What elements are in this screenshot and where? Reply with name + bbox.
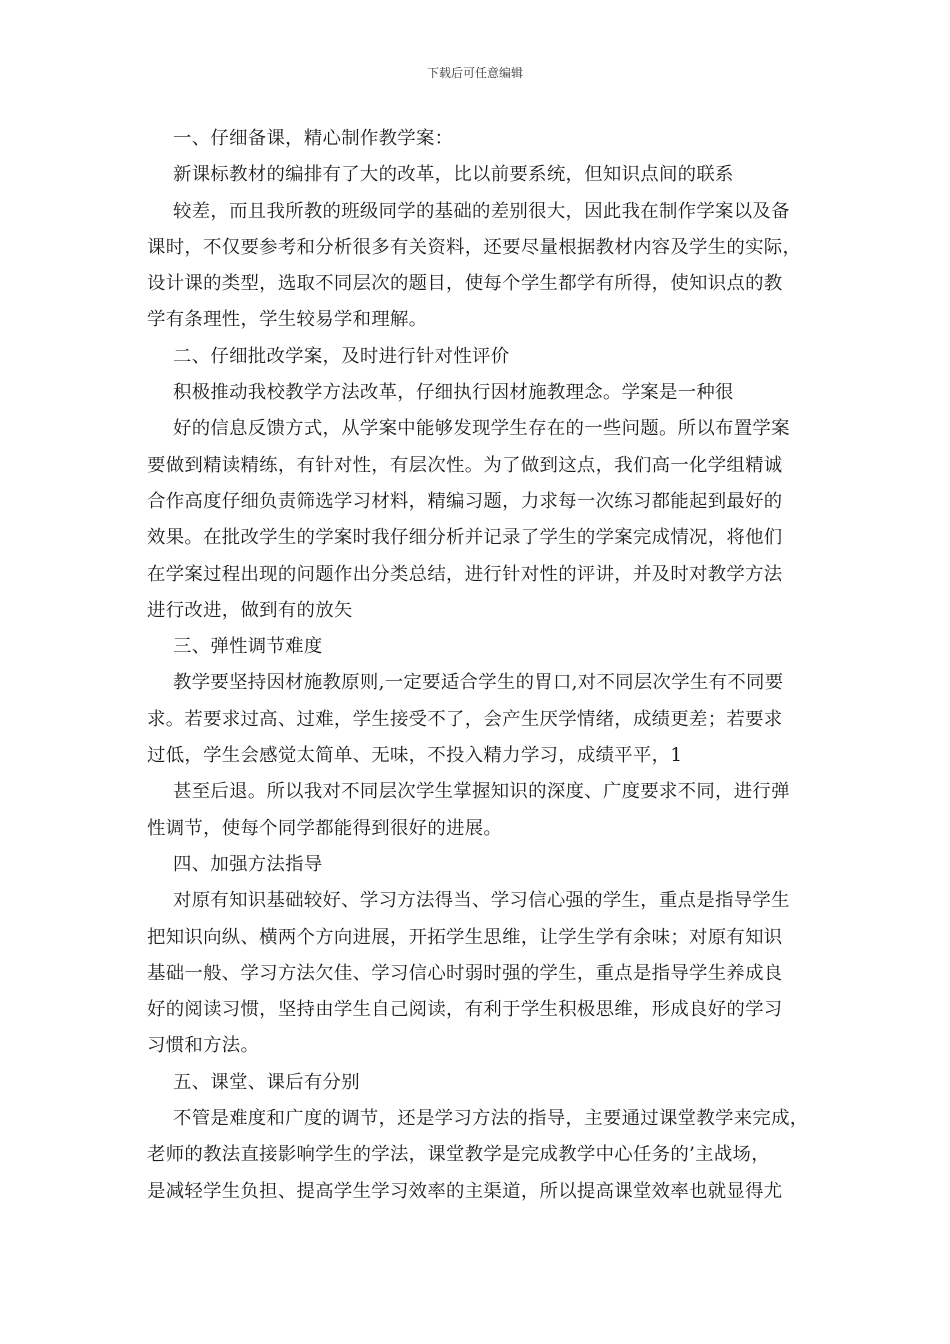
text-line: 习惯和方法。 [147,1035,260,1057]
text-line: 新课标教材的编排有了大的改革，比以前要系统，但知识点间的联系 [173,164,734,186]
text-line: 老师的教法直接影响学生的学法，课堂教学是完成教学中心任务的’主战场， [147,1144,770,1166]
text-line: 五、课堂、课后有分别 [173,1071,360,1093]
text-line: 甚至后退。所以我对不同层次学生掌握知识的深度、广度要求不同，进行弹 [173,781,790,803]
text-line: 进行改进，做到有的放矢 [147,599,353,621]
text-line: 是减轻学生负担、提高学生学习效率的主渠道，所以提高课堂效率也就显得尤 [147,1180,783,1202]
text-line: 要做到精读精练，有针对性，有层次性。为了做到这点，我们高一化学组精诚 [147,454,783,476]
text-line: 二、仔细批改学案，及时进行针对性评价 [173,345,510,367]
text-line: 对原有知识基础较好、学习方法得当、学习信心强的学生，重点是指导学生 [173,890,790,912]
text-line: 在学案过程出现的问题作出分类总结，进行针对性的评讲，并及时对教学方法 [147,563,783,585]
text-line: 好的阅读习惯，坚持由学生自己阅读，有利于学生积极思维，形成良好的学习 [147,999,783,1021]
text-line: 好的信息反馈方式，从学案中能够发现学生存在的一些问题。所以布置学案 [173,418,790,440]
text-line: 学有条理性，学生较易学和理解。 [147,309,428,331]
text-line: 较差，而且我所教的班级同学的基础的差别很大，因此我在制作学案以及备 [173,200,790,222]
text-line: 效果。在批改学生的学案时我仔细分析并记录了学生的学案完成情况，将他们 [147,527,783,549]
text-line: 三、弹性调节难度 [173,636,323,658]
text-line: 求。若要求过高、过难，学生接受不了，会产生厌学情绪，成绩更差；若要求 [147,708,783,730]
text-line: 不管是难度和广度的调节，还是学习方法的指导，主要通过课堂教学来完成， [173,1108,809,1130]
page-header: 下载后可任意编辑 [426,66,523,80]
text-line: 课时，不仅要参考和分析很多有关资料，还要尽量根据教材内容及学生的实际， [147,236,802,258]
text-line: 过低，学生会感觉太简单、无味，不投入精力学习，成绩平平，1 [147,745,683,767]
text-line: 基础一般、学习方法欠佳、学习信心时弱时强的学生，重点是指导学生养成良 [147,962,783,984]
document-body [147,121,827,1210]
text-line: 性调节，使每个同学都能得到很好的进展。 [147,817,503,839]
text-line: 教学要坚持因材施教原则,一定要适合学生的胃口,对不同层次学生有不同要 [173,672,784,694]
text-line: 积极推动我校教学方法改革，仔细执行因材施教理念。学案是一种很 [173,382,734,404]
text-line: 把知识向纵、横两个方向进展，开拓学生思维，让学生学有余味；对原有知识 [147,926,783,948]
text-line: 合作高度仔细负责筛选学习材料，精编习题，力求每一次练习都能起到最好的 [147,490,783,512]
text-line: 四、加强方法指导 [173,853,323,875]
text-line: 一、仔细备课，精心制作教学案： [173,128,454,149]
text-line: 设计课的类型，选取不同层次的题目，使每个学生都学有所得，使知识点的教 [147,273,783,295]
